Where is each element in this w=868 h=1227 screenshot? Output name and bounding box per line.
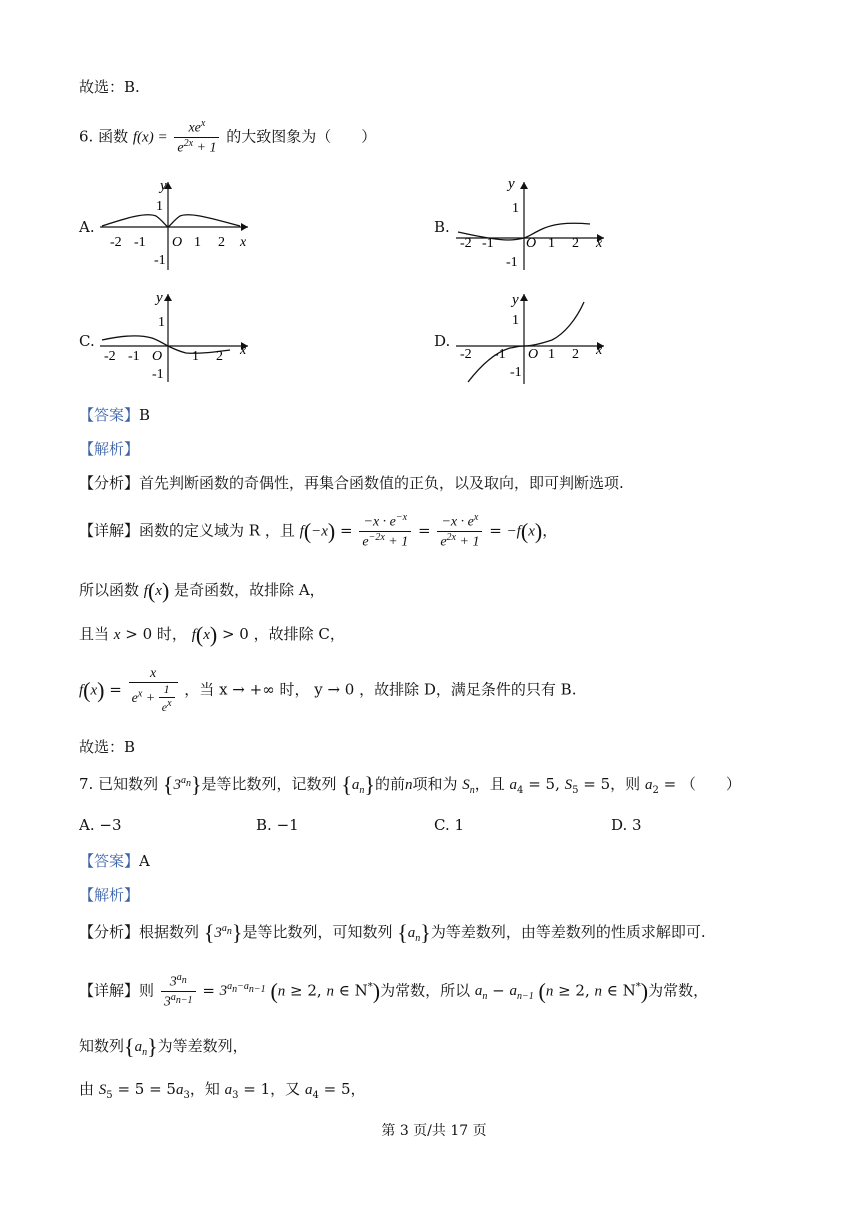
option-a-graph [96,174,256,274]
q6-xiangjie-line4: f(x) = x $e^x$ + $\frac{1}{e^x}$ ，当 x → +∞ 时， y → 0 ，故排除 D，满足条件的只有 B. [79,666,577,714]
question-number: 7. [79,775,94,793]
svg-text:O: O [526,236,537,251]
svg-text:-1: -1 [482,236,494,251]
svg-text:-2: -2 [110,235,122,250]
q7-option-b: B. −1 [256,816,299,834]
q6-fenxi: 【分析】首先判断函数的奇偶性，再集合函数值的正负，以及取向，即可判断选项. [79,474,624,492]
function-fraction: $\frac{xe^x}{e^{2x} + 1}$ [174,118,219,157]
svg-text:y: y [512,292,519,308]
q7-xiangjie-line1: 【详解】则 $\frac{3^{a_n}}{3^{a_{n-1}}}$ = $3^{a_n-a_{n-1}}$ (n ≥ 2, n ∈ N*)为常数，所以 $a_n - a_{n-1}$ (n ≥ 2, n ∈ N*)为常数， [79,972,709,1010]
q6-answer: 【答案】B [79,406,151,424]
q7-jiexi: 【解析】 [79,886,140,904]
svg-text:2: 2 [216,349,223,364]
svg-text:x: x [240,343,247,358]
svg-text:1: 1 [192,349,199,364]
question-7-stem: 7. 已知数列 $\{3^{a_n}\}$是等比数列，记数列 $\{a_n\}$的前n项和为 $S_n$，且 $a_4 = 5$, $S_5 = 5$，则 $a_2$ = （ ） [79,772,741,797]
q7-xiangjie-line2: 知数列$\{a_n\}$为等差数列， [79,1034,248,1059]
q6-jiexi: 【解析】 [79,440,140,458]
svg-text:2: 2 [572,236,579,251]
svg-text:-1: -1 [506,255,518,270]
option-d-graph [452,288,612,388]
svg-text:x: x [596,343,603,358]
svg-text:y: y [156,290,163,306]
option-c-graph [96,288,256,388]
q7-xiangjie-line3: 由 $S_5 = 5 = 5a_3$，知 $a_3 = 1$，又 $a_4 = 5$， [79,1080,366,1101]
function-name: f(x) = [132,129,168,146]
svg-text:-2: -2 [460,347,472,362]
page-footer: 第 3 页/共 17 页 [381,1123,487,1139]
svg-text:-1: -1 [154,253,166,268]
svg-text:-1: -1 [152,367,164,382]
svg-text:2: 2 [218,235,225,250]
svg-text:1: 1 [156,199,163,214]
q7-fenxi: 【分析】根据数列 $\{3^{a_n}\}$是等比数列，可知数列 $\{a_n\}$为等差数列，由等差数列的性质求解即可. [79,920,706,945]
svg-text:y: y [160,178,167,194]
q6-xiangjie-line3: 且当 x > 0 时， f(x) > 0 ，故排除 C， [79,622,345,647]
option-d-letter: D. [434,332,451,350]
q6-xiangjie-line2: 所以函数 f(x) 是奇函数，故排除 A， [79,578,325,603]
svg-text:-1: -1 [494,347,506,362]
q7-option-d: D. 3 [611,816,642,834]
q6-conclusion: 故选：B [79,738,136,756]
svg-text:1: 1 [194,235,201,250]
svg-text:O: O [528,347,539,362]
option-a-letter: A. [79,218,95,236]
svg-text:-1: -1 [128,349,140,364]
svg-text:-2: -2 [460,236,472,251]
svg-text:1: 1 [512,313,519,328]
svg-text:y: y [508,176,515,192]
q7-option-c: C. 1 [434,816,465,834]
svg-text:x: x [596,236,603,251]
question-number: 6. [79,127,94,146]
svg-text:-1: -1 [134,235,146,250]
question-6-stem: 6. 函数 f(x) = $\frac{xe^x}{e^{2x} + 1}$ 的大致图象为（ ） [79,118,377,156]
svg-text:2: 2 [572,347,579,362]
option-c-letter: C. [79,332,95,350]
svg-text:O: O [172,235,183,250]
previous-answer-line: 故选：B. [79,78,140,96]
option-b-letter: B. [434,218,450,236]
svg-text:1: 1 [512,201,519,216]
svg-text:-2: -2 [104,349,116,364]
option-b-graph [452,174,612,274]
svg-text:O: O [152,349,163,364]
svg-text:1: 1 [548,236,555,251]
q7-answer: 【答案】A [79,852,150,870]
svg-text:1: 1 [158,315,165,330]
svg-text:-1: -1 [510,365,522,380]
svg-text:x: x [240,235,247,250]
q7-option-a: A. −3 [79,816,122,834]
q6-xiangjie-line1: 【详解】函数的定义域为 R ，且 f(−x) = $\frac{-x \cdot e^{-x}}{e^{-2x} + 1}$ = $\frac{-x \cdot e^x}{e^{2x} + 1}$ = −f(x)， [79,512,558,550]
svg-text:1: 1 [548,347,555,362]
